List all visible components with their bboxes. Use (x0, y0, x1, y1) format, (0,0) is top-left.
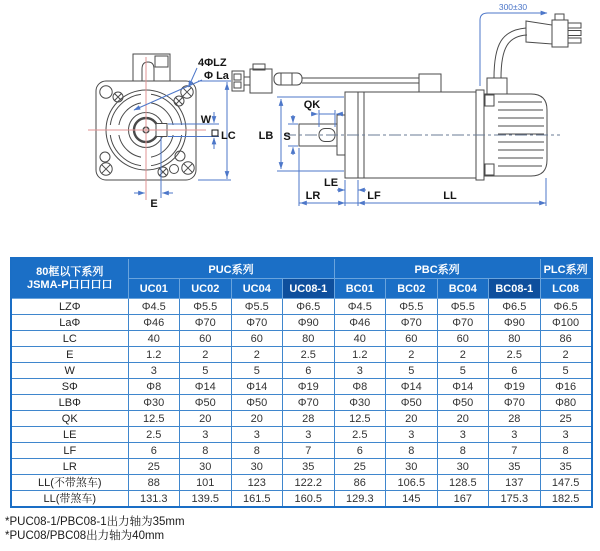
spec-cell: Φ6.5 (283, 299, 335, 315)
row-label: SΦ (11, 379, 128, 395)
spec-cell: 28 (283, 411, 335, 427)
spec-cell: 6 (128, 443, 180, 459)
table-row (11, 331, 592, 347)
row-label: LF (11, 443, 128, 459)
spec-cell: 20 (437, 411, 489, 427)
spec-cell: 3 (386, 427, 438, 443)
model-bc02: BC02 (386, 279, 438, 299)
row-label: LL(带煞车) (11, 491, 128, 508)
spec-cell: 3 (540, 427, 592, 443)
spec-cell: Φ70 (283, 395, 335, 411)
spec-cell: Φ70 (231, 315, 283, 331)
spec-cell: Φ8 (128, 379, 180, 395)
row-label: W (11, 363, 128, 379)
spec-cell: 2.5 (283, 347, 335, 363)
spec-cell: 6 (283, 363, 335, 379)
spec-cell: 40 (128, 331, 180, 347)
spec-cell: 2 (540, 347, 592, 363)
label-shaft-dia: S (283, 131, 291, 143)
spec-cell: 5 (231, 363, 283, 379)
series-header-row (11, 258, 592, 279)
spec-cell: 3 (489, 427, 541, 443)
spec-cell: 30 (231, 459, 283, 475)
spec-cell: Φ5.5 (386, 299, 438, 315)
table-row (11, 299, 592, 315)
spec-cell: 2.5 (128, 427, 180, 443)
table-row (11, 315, 592, 331)
spec-cell: Φ50 (437, 395, 489, 411)
spec-table-body (11, 299, 592, 508)
spec-cell: Φ80 (540, 395, 592, 411)
spec-cell: 2 (386, 347, 438, 363)
label-flange-thickness: LE (323, 177, 339, 189)
label-body-length: LL (443, 190, 457, 202)
spec-cell: Φ70 (437, 315, 489, 331)
table-row (11, 411, 592, 427)
spec-cell: 167 (437, 491, 489, 508)
model-bc01: BC01 (334, 279, 386, 299)
spec-cell: Φ5.5 (231, 299, 283, 315)
footnote-1: *PUC08-1/PBC08-1出力轴为35mm (5, 516, 185, 528)
spec-cell: 86 (540, 331, 592, 347)
spec-cell: 122.2 (283, 475, 335, 491)
spec-cell: Φ14 (231, 379, 283, 395)
spec-cell: 5 (180, 363, 232, 379)
series-pbc: PBC系列 (334, 258, 540, 279)
spec-cell: 28 (489, 411, 541, 427)
spec-cell: 123 (231, 475, 283, 491)
spec-cell: Φ16 (540, 379, 592, 395)
spec-cell: 60 (231, 331, 283, 347)
spec-cell: 2 (231, 347, 283, 363)
model-uc04: UC04 (231, 279, 283, 299)
spec-cell: 5 (437, 363, 489, 379)
square-symbol (212, 130, 218, 136)
spec-cell: Φ46 (334, 315, 386, 331)
table-row (11, 379, 592, 395)
spec-cell: 7 (283, 443, 335, 459)
spec-cell: Φ90 (489, 315, 541, 331)
spec-cell: 60 (180, 331, 232, 347)
series-plc: PLC系列 (540, 258, 592, 279)
spec-cell: 145 (386, 491, 438, 508)
spec-cell: Φ6.5 (489, 299, 541, 315)
label-shaft-length: LR (305, 190, 321, 202)
spec-cell: Φ46 (128, 315, 180, 331)
spec-cell: 129.3 (334, 491, 386, 508)
spec-cell: 35 (540, 459, 592, 475)
spec-cell: Φ14 (437, 379, 489, 395)
model-bc04: BC04 (437, 279, 489, 299)
label-key-length: QK (303, 99, 321, 111)
spec-cell: 20 (180, 411, 232, 427)
label-bolt-holes: 4ΦLZ (198, 57, 227, 69)
spec-cell: Φ6.5 (540, 299, 592, 315)
row-label: LL(不带煞车) (11, 475, 128, 491)
spec-cell: Φ50 (386, 395, 438, 411)
spec-cell: 147.5 (540, 475, 592, 491)
spec-cell: 160.5 (283, 491, 335, 508)
spec-cell: Φ30 (128, 395, 180, 411)
spec-cell: 8 (540, 443, 592, 459)
encoder-connector (232, 64, 302, 93)
spec-cell: 1.2 (128, 347, 180, 363)
corner-header (11, 258, 128, 299)
spec-cell: 8 (437, 443, 489, 459)
spec-cell: 3 (180, 427, 232, 443)
footnote-2: *PUC08/PBC08出力轴为40mm (5, 530, 165, 542)
spec-cell: 161.5 (231, 491, 283, 508)
table-row (11, 395, 592, 411)
spec-cell: 8 (180, 443, 232, 459)
spec-cell: Φ14 (386, 379, 438, 395)
spec-cell: 20 (386, 411, 438, 427)
row-label: LR (11, 459, 128, 475)
dimension-drawings (0, 0, 600, 248)
spec-cell: 182.5 (540, 491, 592, 508)
footnotes (5, 515, 600, 543)
spec-cell: Φ70 (489, 395, 541, 411)
row-label: LZΦ (11, 299, 128, 315)
spec-cell: 30 (437, 459, 489, 475)
spec-cell: 60 (437, 331, 489, 347)
row-label: LC (11, 331, 128, 347)
label-front-length: LF (367, 190, 381, 202)
spec-cell: Φ14 (180, 379, 232, 395)
spec-cell: Φ19 (489, 379, 541, 395)
table-row (11, 427, 592, 443)
corner-line1: 80框以下系列 (36, 265, 104, 278)
spec-cell: 8 (231, 443, 283, 459)
spec-cell: 88 (128, 475, 180, 491)
row-label: LaΦ (11, 315, 128, 331)
spec-cell: 3 (437, 427, 489, 443)
spec-cell: 6 (334, 443, 386, 459)
spec-cell: 8 (386, 443, 438, 459)
encoder-gland (419, 74, 441, 92)
model-uc01: UC01 (128, 279, 180, 299)
spec-cell: 12.5 (334, 411, 386, 427)
spec-table (10, 257, 593, 508)
spec-cell: 2.5 (489, 347, 541, 363)
spec-cell: 3 (334, 363, 386, 379)
model-uc02: UC02 (180, 279, 232, 299)
spec-cell: Φ100 (540, 315, 592, 331)
label-offset-e: E (150, 198, 158, 210)
spec-cell: 30 (180, 459, 232, 475)
spec-cell: 5 (386, 363, 438, 379)
spec-cell: 25 (334, 459, 386, 475)
spec-cell: 20 (231, 411, 283, 427)
spec-cell: 2 (437, 347, 489, 363)
row-label: E (11, 347, 128, 363)
spec-cell: 1.2 (334, 347, 386, 363)
spec-cell: Φ50 (231, 395, 283, 411)
spec-cell: 35 (283, 459, 335, 475)
spec-cell: Φ70 (386, 315, 438, 331)
spec-cell: 40 (334, 331, 386, 347)
spec-cell: Φ90 (283, 315, 335, 331)
spec-cell: Φ5.5 (180, 299, 232, 315)
spec-cell: 3 (283, 427, 335, 443)
spec-cell: 35 (489, 459, 541, 475)
spec-cell: 25 (540, 411, 592, 427)
model-lc08: LC08 (540, 279, 592, 299)
spec-cell: Φ4.5 (334, 299, 386, 315)
spec-cell: 2 (180, 347, 232, 363)
spec-cell: Φ50 (180, 395, 232, 411)
spec-cell: 106.5 (386, 475, 438, 491)
spec-cell: Φ19 (283, 379, 335, 395)
power-connector (526, 14, 581, 47)
model-bc08-1: BC08-1 (489, 279, 541, 299)
spec-cell: 30 (386, 459, 438, 475)
spec-cell: 5 (540, 363, 592, 379)
power-receptacle (133, 54, 170, 81)
spec-cell: Φ70 (180, 315, 232, 331)
model-uc08-1: UC08-1 (283, 279, 335, 299)
spec-cell: 3 (231, 427, 283, 443)
label-cable-length: 300±30 (498, 2, 528, 12)
spec-cell: 3 (128, 363, 180, 379)
spec-cell: 12.5 (128, 411, 180, 427)
spec-cell: Φ5.5 (437, 299, 489, 315)
spec-cell: 60 (386, 331, 438, 347)
spec-cell: 139.5 (180, 491, 232, 508)
spec-cell: 137 (489, 475, 541, 491)
spec-cell: 7 (489, 443, 541, 459)
table-row (11, 491, 592, 508)
spec-cell: 86 (334, 475, 386, 491)
table-row (11, 347, 592, 363)
spec-cell: Φ30 (334, 395, 386, 411)
table-row (11, 363, 592, 379)
spec-cell: 25 (128, 459, 180, 475)
spec-cell: 101 (180, 475, 232, 491)
spec-cell: Φ8 (334, 379, 386, 395)
label-pilot-dia: Φ La (204, 70, 229, 82)
row-label: LE (11, 427, 128, 443)
table-row (11, 475, 592, 491)
table-row (11, 459, 592, 475)
spec-cell: Φ4.5 (128, 299, 180, 315)
spec-cell: 128.5 (437, 475, 489, 491)
row-label: LBΦ (11, 395, 128, 411)
label-frame-size: LC (221, 130, 236, 142)
spec-cell: 80 (283, 331, 335, 347)
spec-cell: 2.5 (334, 427, 386, 443)
spec-cell: 175.3 (489, 491, 541, 508)
series-puc: PUC系列 (128, 258, 334, 279)
cooling-fins (498, 102, 544, 166)
label-key-width: W (200, 114, 212, 126)
corner-line2: JSMA-P口口口口 (26, 278, 113, 291)
table-row (11, 443, 592, 459)
spec-cell: 6 (489, 363, 541, 379)
spec-cell: 80 (489, 331, 541, 347)
row-label: QK (11, 411, 128, 427)
label-pilot-lb: LB (258, 130, 274, 142)
spec-cell: 131.3 (128, 491, 180, 508)
